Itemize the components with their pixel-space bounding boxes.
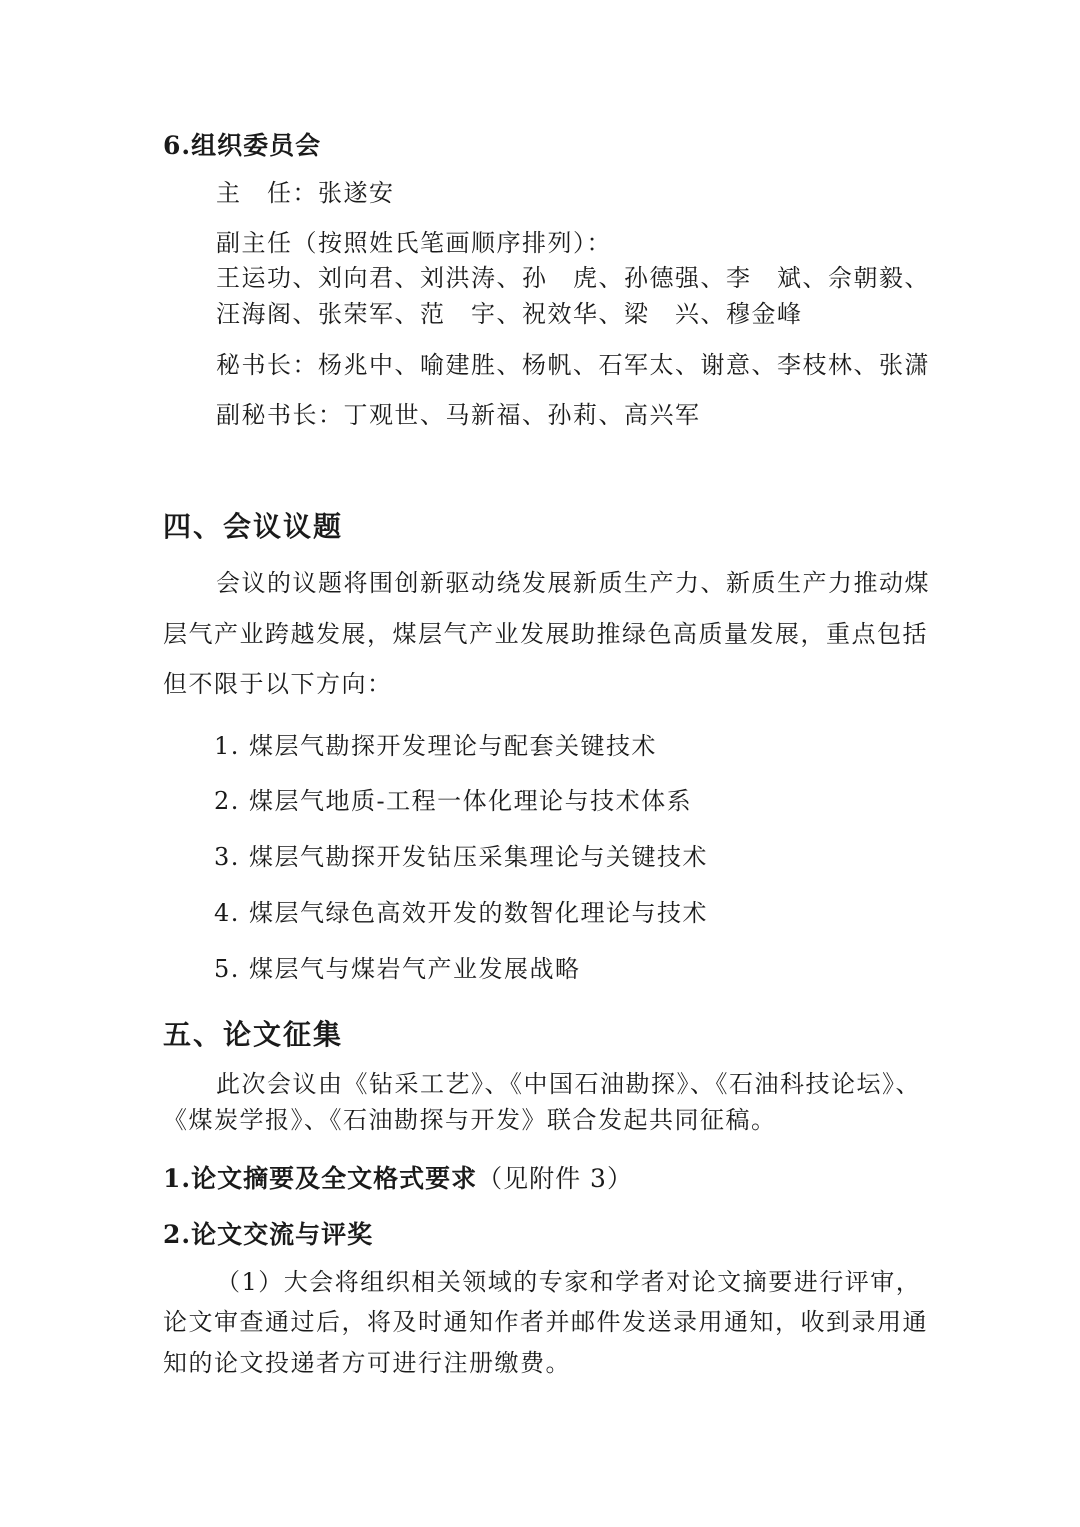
topic-item-4: 4. 煤层气绿色高效开发的数智化理论与技术 — [214, 899, 709, 927]
papers-review-line-3: 知的论文投递者方可进行注册缴费。 — [163, 1349, 571, 1377]
papers-intro-line-1: 此次会议由《钻采工艺》、《中国石油勘探》、《石油科技论坛》、 — [216, 1070, 921, 1098]
papers-review-line-1: （1）大会将组织相关领域的专家和学者对论文摘要进行评审， — [216, 1268, 922, 1296]
papers-subsection-2-heading: 2.论文交流与评奖 — [163, 1220, 374, 1249]
topics-intro-line-2: 层气产业跨越发展，煤层气产业发展助推绿色高质量发展，重点包括 — [163, 620, 928, 648]
topic-item-5: 5. 煤层气与煤岩气产业发展战略 — [214, 955, 581, 983]
papers-intro-line-2: 《煤炭学报》、《石油勘探与开发》联合发起共同征稿。 — [163, 1106, 777, 1134]
topic-item-1: 1. 煤层气勘探开发理论与配套关键技术 — [214, 732, 658, 760]
committee-heading: 6.组织委员会 — [163, 131, 322, 160]
topics-intro-line-1: 会议的议题将围创新驱动绕发展新质生产力、新质生产力推动煤 — [216, 569, 930, 597]
papers-review-line-2: 论文审查通过后，将及时通知作者并邮件发送录用通知，收到录用通 — [163, 1308, 928, 1336]
topics-intro-line-3: 但不限于以下方向： — [163, 670, 393, 698]
committee-director: 主 任：张遂安 — [216, 179, 395, 207]
topic-item-3: 3. 煤层气勘探开发钻压采集理论与关键技术 — [214, 843, 709, 871]
papers-subsection-1-note: （见附件 3） — [477, 1164, 633, 1193]
topics-heading: 四、会议议题 — [163, 510, 344, 543]
papers-subsection-1-heading: 1.论文摘要及全文格式要求 — [163, 1164, 478, 1193]
committee-vice-directors-line-1: 王运功、刘向君、刘洪涛、孙 虎、孙德强、李 斌、佘朝毅、 — [216, 264, 930, 292]
papers-subsection-1 — [163, 1164, 633, 1194]
committee-vice-directors-line-2: 汪海阁、张荣军、范 宇、祝效华、梁 兴、穆金峰 — [216, 300, 803, 328]
papers-heading: 五、论文征集 — [163, 1018, 344, 1051]
committee-deputy-secretary-general: 副秘书长：丁观世、马新福、孙莉、高兴军 — [216, 401, 701, 429]
committee-vice-directors-label: 副主任（按照姓氏笔画顺序排列）： — [216, 229, 612, 257]
committee-secretary-general: 秘书长：杨兆中、喻建胜、杨帆、石军太、谢意、李枝林、张潇 — [216, 351, 930, 379]
topic-item-2: 2. 煤层气地质-工程一体化理论与技术体系 — [214, 787, 693, 815]
